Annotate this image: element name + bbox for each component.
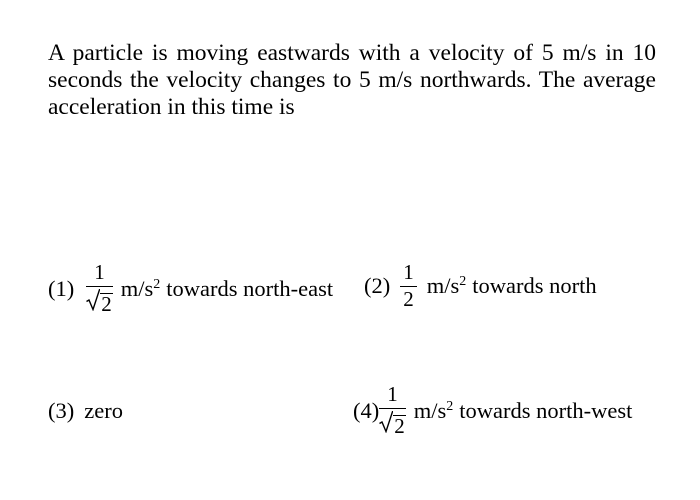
option-2-denominator: 2 [403,287,414,311]
option-1-fraction [86,262,113,315]
option-3-number: (3) [48,398,75,423]
option-1-number: (1) [48,275,75,301]
option-4-numerator: 1 [387,382,398,406]
question-text: A particle is moving eastwards with a velocity of 5 m/s in 10 seconds the velocity changes to 5 m/s northwards. The average acceleration in this time is [48,40,656,120]
option-2-unit: $m/s^2$ [426,273,467,298]
option-2 [364,262,597,310]
square-root-icon [86,289,100,311]
option-1-numerator: 1 [94,260,105,284]
option-4-fraction [379,384,406,437]
option-3 [48,398,123,424]
option-1-description: towards north-east [166,275,334,301]
option-1 [48,262,333,315]
option-2-numerator: 1 [403,260,414,284]
option-3-text: zero [84,398,123,423]
option-4-radicand: 2 [394,414,405,438]
option-4-unit: $m/s^2$ [413,397,454,423]
square-root-icon [379,411,393,433]
option-2-description: towards north [472,273,597,298]
option-1-unit: $m/s^2$ [120,275,161,301]
option-4-denominator [379,409,406,437]
option-2-fraction [400,262,417,310]
option-4-description: towards north-west [459,397,633,423]
option-1-denominator [86,287,113,315]
option-1-radicand: 2 [101,292,112,316]
option-2-number: (2) [364,273,391,298]
option-4-number: (4) [353,397,380,423]
option-4 [353,384,632,437]
